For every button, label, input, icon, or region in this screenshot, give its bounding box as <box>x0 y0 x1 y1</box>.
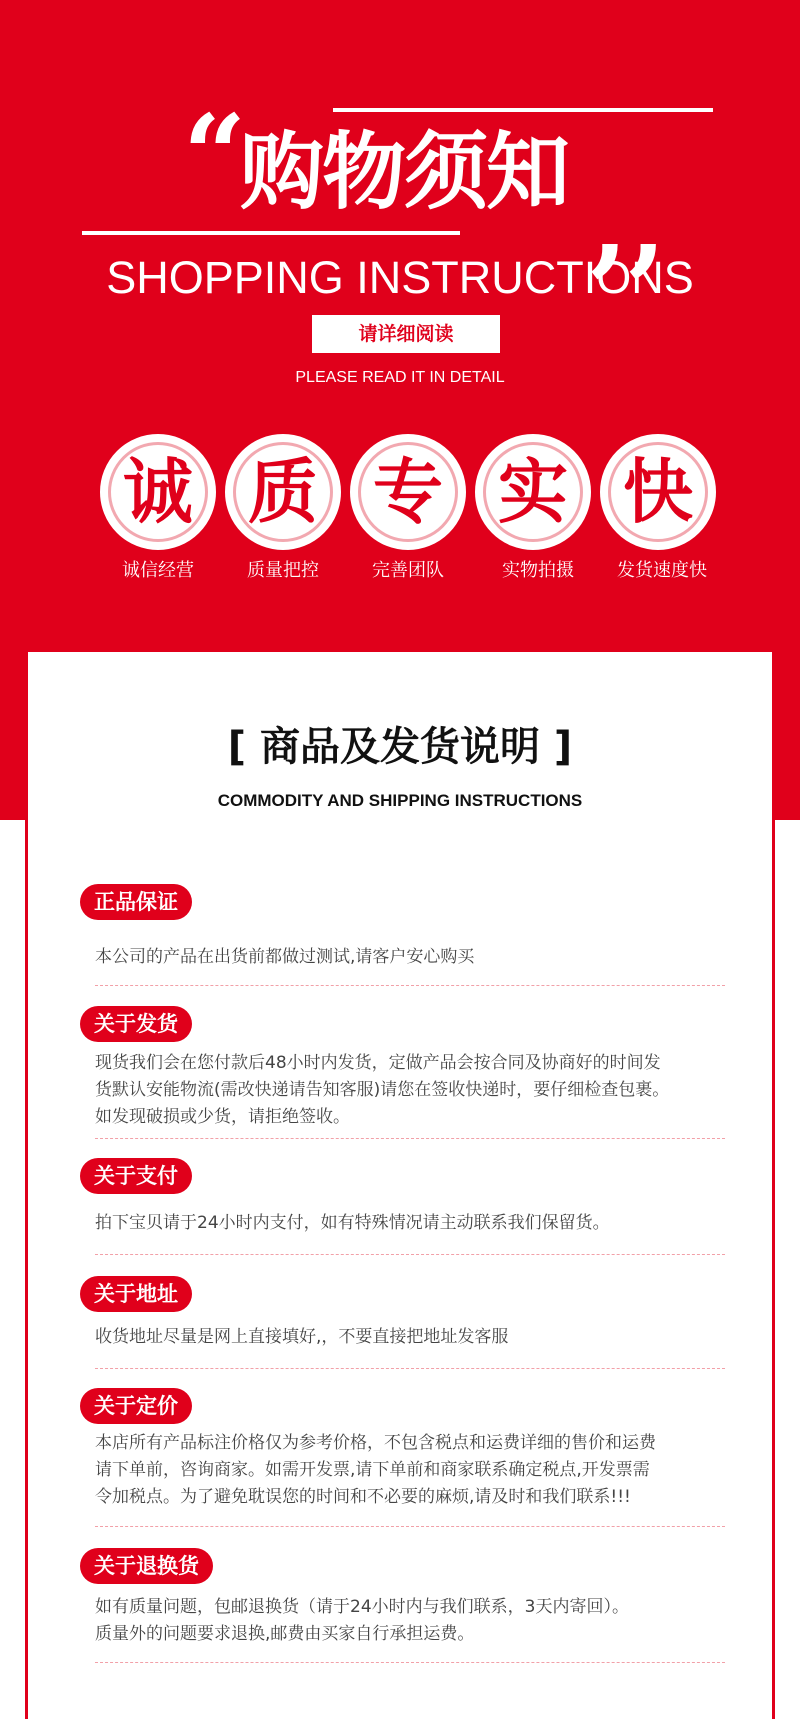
read-detail-label: 请详细阅读 <box>312 315 500 353</box>
divider <box>95 985 725 986</box>
badge-label-team: 完善团队 <box>372 560 444 581</box>
divider <box>95 1138 725 1139</box>
paragraph-line: 本店所有产品标注价格仅为参考价格，不包含税点和运费详细的售价和运费 <box>95 1433 656 1453</box>
tag-shipping: 关于发货 <box>80 1006 192 1042</box>
paragraph-line: 质量外的问题要求退换,邮费由买家自行承担运费。 <box>95 1624 475 1644</box>
badge-label-quality: 质量把控 <box>247 560 319 581</box>
read-detail-label-en: PLEASE READ IT IN DETAIL <box>295 369 505 386</box>
paragraph-line: 现货我们会在您付款后48小时内发货，定做产品会按合同及协商好的时间发 <box>95 1053 661 1073</box>
page-title: 购物须知 <box>240 123 569 221</box>
badge-real <box>475 434 591 550</box>
paragraph-line: 如发现破损或少货，请拒绝签收。 <box>95 1107 350 1127</box>
section-title: [ 商品及发货说明 ] <box>227 724 573 770</box>
decorative-line-bottom <box>82 231 460 235</box>
badge-fast <box>600 434 716 550</box>
section-subtitle: COMMODITY AND SHIPPING INSTRUCTIONS <box>217 791 583 810</box>
paragraph-line: 本公司的产品在出货前都做过测试,请客户安心购买 <box>95 947 475 967</box>
paragraph-returns <box>95 1594 735 1648</box>
decorative-line-top <box>333 108 713 112</box>
paragraph-payment <box>95 1210 735 1237</box>
tag-payment: 关于支付 <box>80 1158 192 1194</box>
paragraph-line: 拍下宝贝请于24小时内支付，如有特殊情况请主动联系我们保留货。 <box>95 1213 610 1233</box>
badge-honesty <box>100 434 216 550</box>
tag-authentic-guarantee: 正品保证 <box>80 884 192 920</box>
paragraph-line: 如有质量问题，包邮退换货（请于24小时内与我们联系，3天内寄回）。 <box>95 1597 629 1617</box>
paragraph-pricing <box>95 1430 735 1511</box>
divider <box>95 1662 725 1663</box>
paragraph-authentic-guarantee <box>95 944 735 971</box>
badge-label-honesty: 诚信经营 <box>122 560 194 581</box>
paragraph-address <box>95 1324 735 1351</box>
badge-char: 质 <box>248 451 318 533</box>
badge-quality <box>225 434 341 550</box>
paragraph-line: 请下单前，咨询商家。如需开发票,请下单前和商家联系确定税点,开发票需 <box>95 1460 650 1480</box>
badge-char: 诚 <box>123 451 193 533</box>
tag-address: 关于地址 <box>80 1276 192 1312</box>
open-quote-mark: “ <box>183 90 247 219</box>
badge-label-real: 实物拍摄 <box>502 560 574 581</box>
badge-char: 快 <box>623 451 693 533</box>
divider <box>95 1254 725 1255</box>
divider <box>95 1526 725 1527</box>
tag-pricing: 关于定价 <box>80 1388 192 1424</box>
tag-returns: 关于退换货 <box>80 1548 213 1584</box>
close-quote-mark: ,, <box>590 158 667 287</box>
badge-char: 专 <box>373 451 443 533</box>
paragraph-shipping <box>95 1050 735 1131</box>
paragraph-line: 令加税点。为了避免耽误您的时间和不必要的麻烦,请及时和我们联系!!! <box>95 1487 631 1507</box>
badge-label-fast: 发货速度快 <box>617 560 707 581</box>
divider <box>95 1368 725 1369</box>
paragraph-line: 收货地址尽量是网上直接填好,，不要直接把地址发客服 <box>95 1327 509 1347</box>
paragraph-line: 货默认安能物流(需改快递请告知客服)请您在签收快递时，要仔细检查包裹。 <box>95 1080 670 1100</box>
badge-professional <box>350 434 466 550</box>
page-subtitle: SHOPPING INSTRUCTIONS <box>106 252 694 303</box>
badge-char: 实 <box>498 451 568 533</box>
